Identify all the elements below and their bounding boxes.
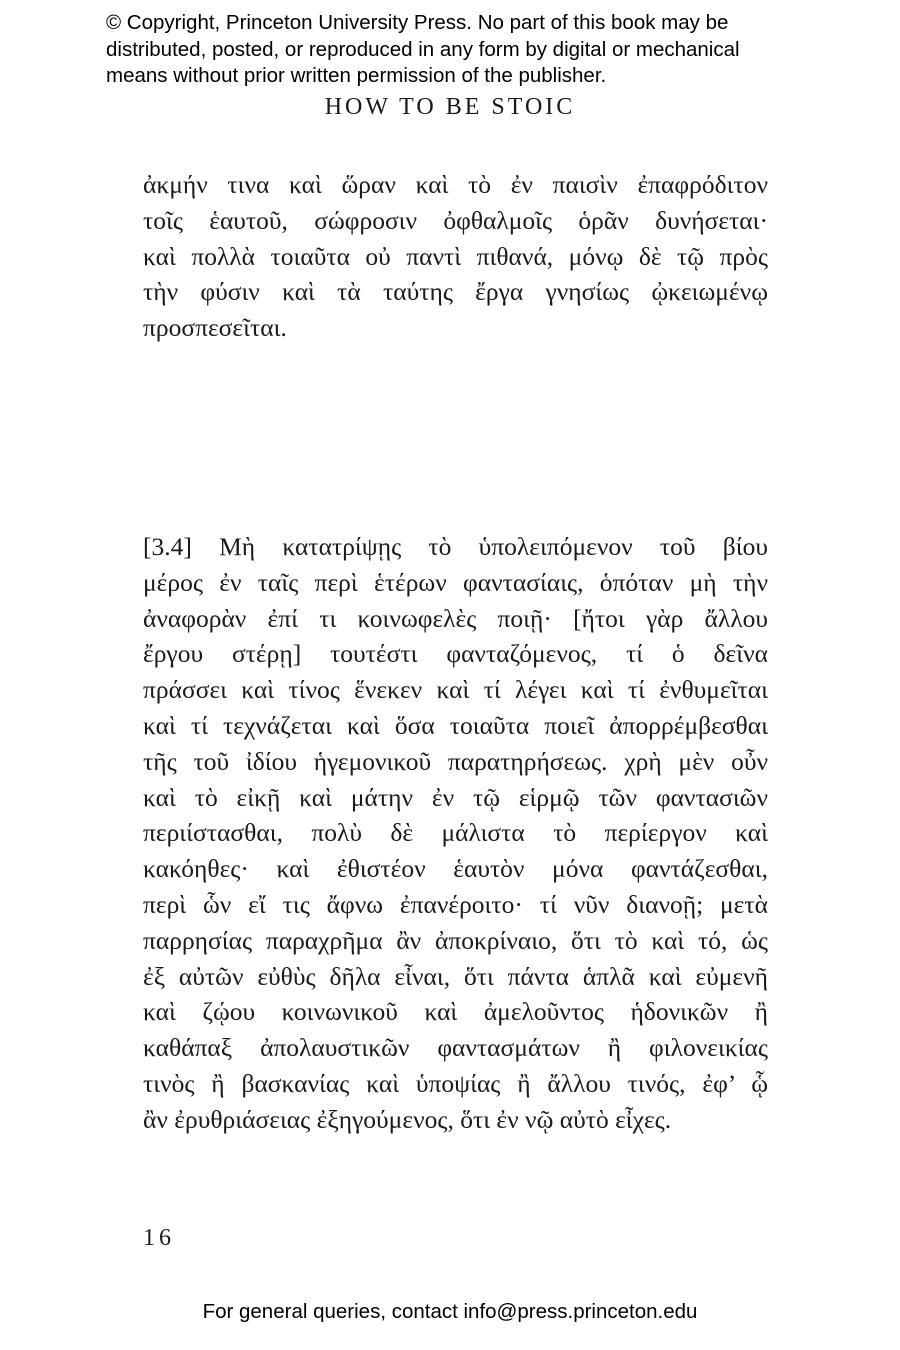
- text-line: παρρησίας παραχρῆμα ἂν ἀποκρίναιο, ὅτι τὸ καὶ τό, ὡς: [143, 925, 768, 955]
- text-line: τὴν φύσιν καὶ τὰ ταύτης ἔργα γνησίως ᾠκειωμένῳ: [143, 277, 768, 307]
- text-line: μέρος ἐν ταῖς περὶ ἑτέρων φαντασίαις, ὁπόταν μὴ τὴν: [143, 567, 768, 597]
- text-line: ἐξ αὐτῶν εὐθὺς δῆλα εἶναι, ὅτι πάντα ἁπλᾶ καὶ εὐμενῆ: [143, 961, 768, 991]
- text-line: περιίστασθαι, πολὺ δὲ μάλιστα τὸ περίεργον καὶ: [143, 818, 768, 848]
- copyright-line: © Copyright, Princeton University Press. No part of this book may be: [106, 11, 729, 34]
- text-line: πράσσει καὶ τίνος ἕνεκεν καὶ τί λέγει καὶ τί ἐνθυμεῖται: [143, 675, 768, 705]
- text-line: ἀκμήν τινα καὶ ὥραν καὶ τὸ ἐν παισὶν ἐπαφρόδιτον: [143, 170, 768, 199]
- page-number: 16: [143, 1225, 175, 1251]
- text-line: κακόηθες· καὶ ἐθιστέον ἑαυτὸν μόνα φαντάζεσθαι,: [143, 854, 768, 884]
- paragraph-2: [143, 529, 768, 1138]
- text-line: προσπεσεῖται.: [143, 313, 287, 343]
- text-line: καὶ ζῴου κοινωνικοῦ καὶ ἀμελοῦντος ἡδονικῶν ἢ: [143, 997, 768, 1027]
- text-line: καὶ τὸ εἰκῇ καὶ μάτην ἐν τῷ εἱρμῷ τῶν φαντασιῶν: [143, 782, 768, 812]
- text-line: καὶ τί τεχνάζεται καὶ ὅσα τοιαῦτα ποιεῖ ἀπορρέμβεσθαι: [143, 710, 768, 740]
- text-line: τῆς τοῦ ἰδίου ἡγεμονικοῦ παρατηρήσεως. χρὴ μὲν οὖν: [143, 746, 768, 776]
- copyright-line: means without prior written permission of the publisher.: [106, 64, 607, 87]
- text-line: περὶ ὧν εἴ τις ἄφνω ἐπανέροιτο· τί νῦν διανοῇ; μετὰ: [143, 889, 768, 919]
- text-line: ἂν ἐρυθριάσειας ἐξηγούμενος, ὅτι ἐν νῷ αὐτὸ εἶχες.: [143, 1104, 672, 1134]
- text-line: ἔργου στέρῃ] τουτέστι φανταζόμενος, τί ὁ δεῖνα: [143, 639, 768, 669]
- text-line: [3.4] Μὴ κατατρίψῃς τὸ ὑπολειπόμενον τοῦ βίου: [143, 532, 768, 561]
- text-line: τινὸς ἢ βασκανίας καὶ ὑποψίας ἢ ἄλλου τινός, ἐφ’ ᾧ: [143, 1068, 768, 1098]
- text-line: καθάπαξ ἀπολαυστικῶν φαντασμάτων ἢ φιλονεικίας: [143, 1033, 768, 1063]
- copyright-notice: [106, 10, 886, 90]
- text-line: ἀναφορὰν ἐπί τι κοινωφελὲς ποιῇ· [ἤτοι γὰρ ἄλλου: [143, 603, 768, 633]
- copyright-line: distributed, posted, or reproduced in any form by digital or mechanical: [106, 37, 740, 61]
- text-line: τοῖς ἑαυτοῦ, σώφροσιν ὀφθαλμοῖς ὁρᾶν δυνήσεται·: [143, 205, 768, 235]
- footer-contact: For general queries, contact info@press.princeton.edu: [202, 1300, 698, 1323]
- paragraph-1: [143, 167, 768, 346]
- text-line: καὶ πολλὰ τοιαῦτα οὐ παντὶ πιθανά, μόνῳ δὲ τῷ πρὸς: [143, 241, 768, 271]
- running-head: HOW TO BE STOIC: [324, 94, 576, 120]
